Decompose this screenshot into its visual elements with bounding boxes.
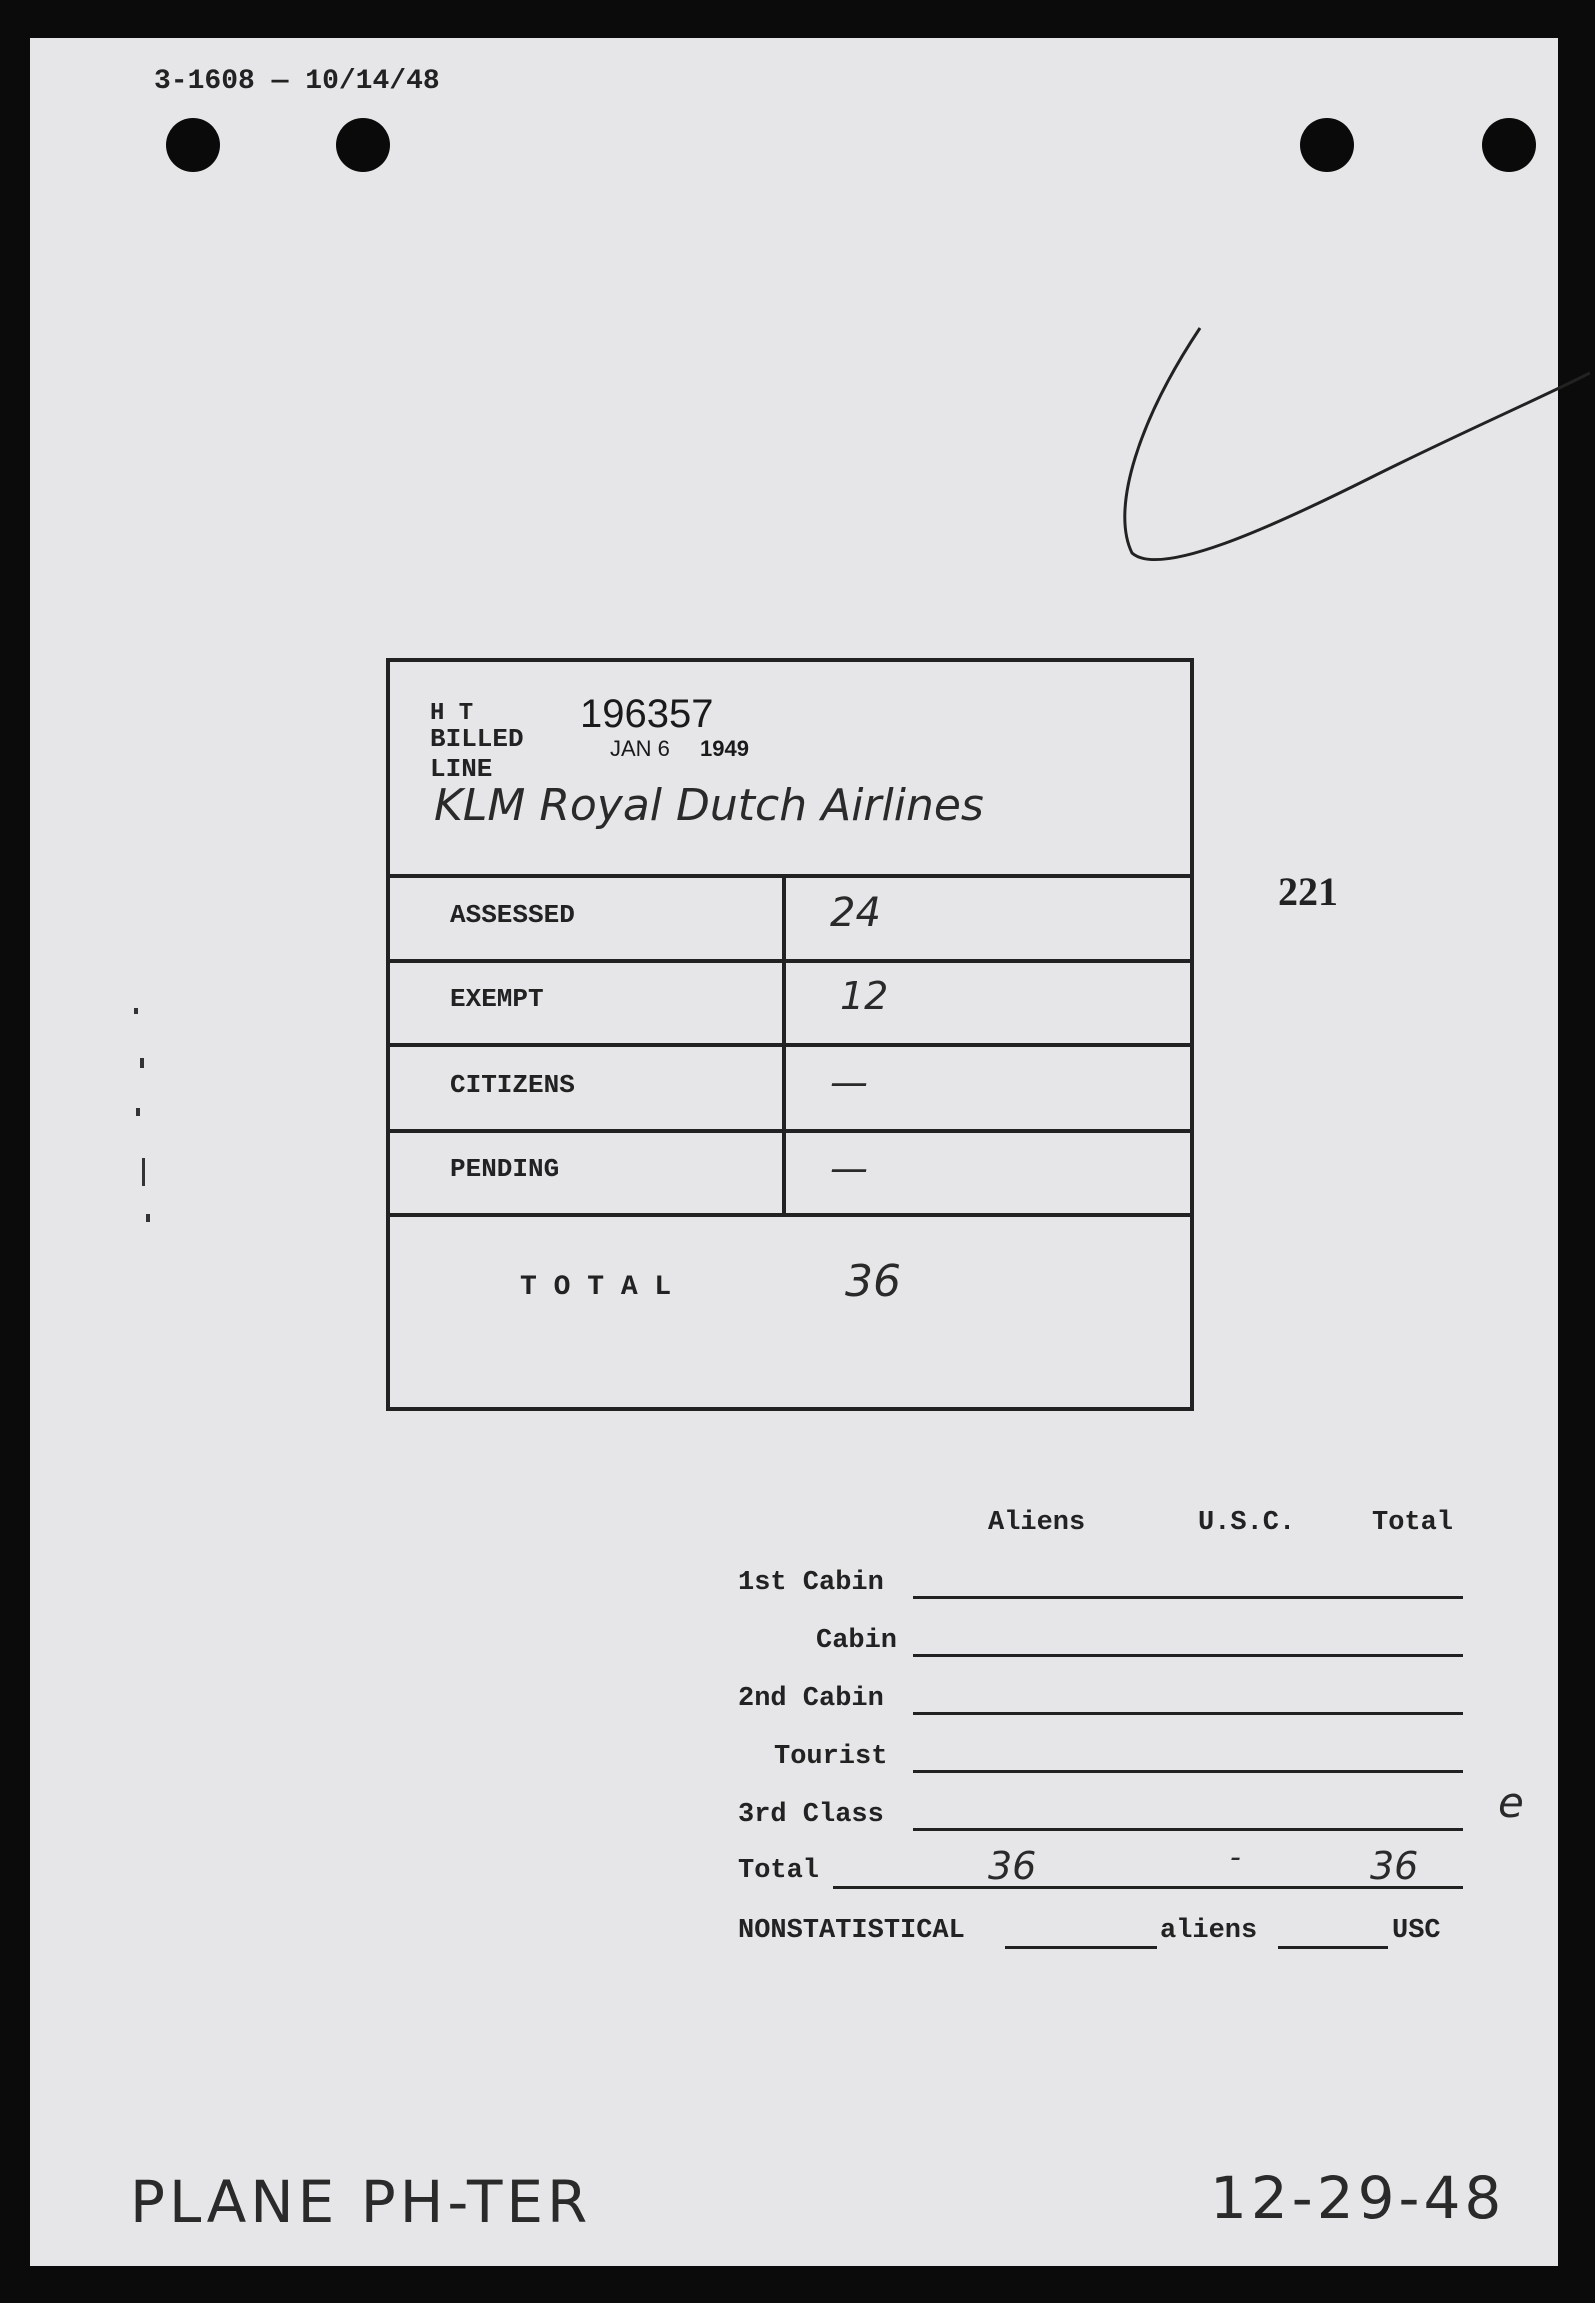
form-number: 3-1608: [154, 66, 255, 97]
row-value-pending: —: [830, 1146, 868, 1190]
nonstat-label: NONSTATISTICAL: [738, 1916, 965, 1946]
fill-line: [1278, 1946, 1388, 1949]
ht-label: H T: [430, 700, 474, 727]
row-divider: [390, 874, 1190, 878]
row-label-pending: PENDING: [450, 1154, 560, 1184]
summary-label: Total: [738, 1856, 820, 1886]
row-value-citizens: —: [830, 1060, 868, 1104]
form-date: 10/14/48: [305, 66, 440, 97]
column-divider: [782, 874, 786, 1213]
stamp-year: 1949: [700, 736, 749, 761]
margin-mark: e: [1498, 1778, 1524, 1827]
form-header: [154, 66, 440, 97]
row-value-assessed: 24: [830, 890, 881, 936]
margin-speck: [142, 1158, 145, 1186]
row-divider: [390, 1043, 1190, 1047]
row-label-exempt: EXEMPT: [450, 984, 544, 1014]
margin-speck: [140, 1058, 144, 1068]
fill-line: [913, 1654, 1463, 1657]
ticket-number: 196357: [580, 692, 714, 736]
header-dash: —: [271, 66, 289, 97]
row-label-citizens: CITIZENS: [450, 1070, 575, 1100]
summary-label: Cabin: [816, 1626, 898, 1656]
margin-speck: [136, 1108, 140, 1116]
col-header-total: Total: [1372, 1508, 1454, 1538]
fill-line: [913, 1828, 1463, 1831]
punch-hole: [166, 118, 220, 172]
date-handwritten: 12-29-48: [1210, 2164, 1506, 2232]
row-divider: [390, 1213, 1190, 1217]
col-header-usc: U.S.C.: [1198, 1508, 1296, 1538]
stamp-number: 221: [1278, 869, 1338, 914]
col-header-aliens: Aliens: [988, 1508, 1086, 1538]
total-label: T O T A L: [520, 1272, 672, 1303]
line-label: LINE: [430, 754, 493, 784]
summary-label: 2nd Cabin: [738, 1684, 884, 1714]
summary-total-usc: -: [1230, 1840, 1241, 1875]
nonstat-usc-label: USC: [1392, 1916, 1441, 1946]
punch-hole: [1300, 118, 1354, 172]
margin-speck: [134, 1008, 138, 1014]
plane-handwritten: PLANE PH-TER: [130, 2168, 592, 2236]
pen-stroke: [1070, 278, 1590, 578]
line-name-handwritten: KLM Royal Dutch Airlines: [434, 780, 984, 831]
summary-total-total: 36: [1370, 1844, 1419, 1888]
fill-line: [913, 1770, 1463, 1773]
stamp-day: JAN 6: [610, 736, 670, 761]
margin-speck: [146, 1214, 150, 1222]
total-value: 36: [845, 1256, 901, 1307]
summary-label: 3rd Class: [738, 1800, 884, 1830]
nonstat-aliens-label: aliens: [1160, 1916, 1258, 1946]
summary-label: 1st Cabin: [738, 1568, 884, 1598]
summary-total-aliens: 36: [988, 1844, 1037, 1888]
row-divider: [390, 1129, 1190, 1133]
summary-label: Tourist: [774, 1742, 888, 1772]
document-page: [30, 38, 1558, 2266]
fill-line: [913, 1596, 1463, 1599]
row-divider: [390, 959, 1190, 963]
row-label-assessed: ASSESSED: [450, 900, 575, 930]
stamp-date: [610, 736, 749, 762]
punch-hole: [336, 118, 390, 172]
fill-line: [913, 1712, 1463, 1715]
fill-line: [1005, 1946, 1157, 1949]
row-value-exempt: 12: [840, 974, 889, 1018]
billed-label: BILLED: [430, 724, 524, 754]
punch-hole: [1482, 118, 1536, 172]
assessment-box: [386, 658, 1194, 1411]
fill-line: [833, 1886, 1463, 1889]
